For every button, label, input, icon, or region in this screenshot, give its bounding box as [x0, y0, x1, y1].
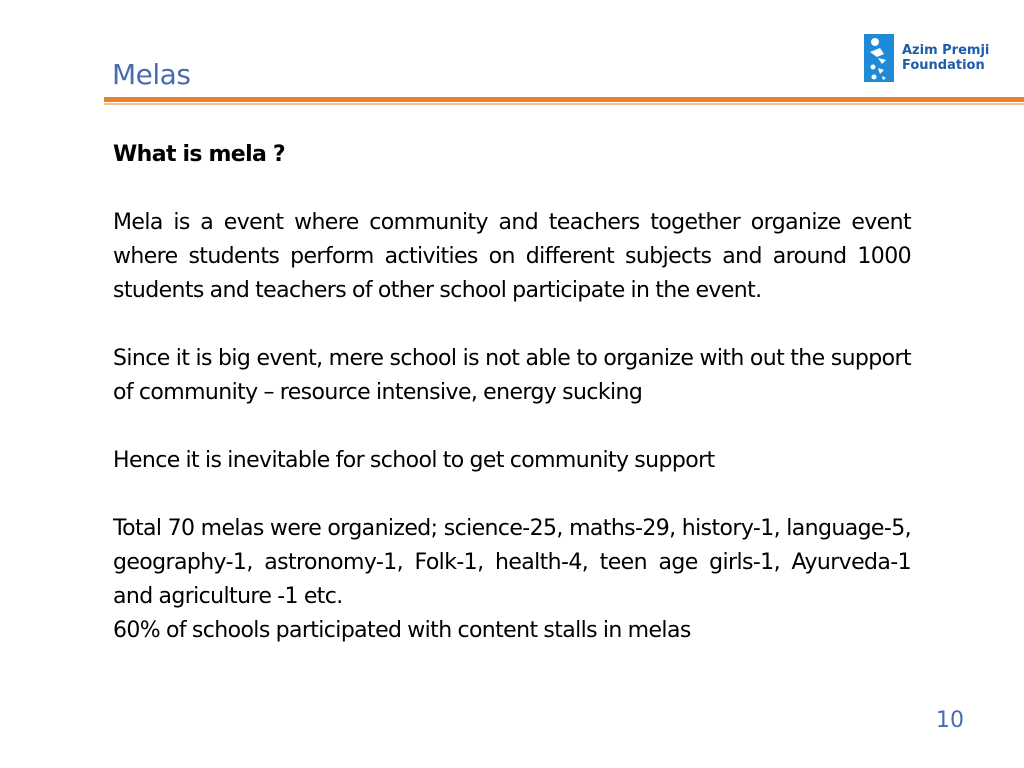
paragraph-participation: 60% of schools participated with content stalls in melas [113, 618, 691, 643]
title-divider-shadow [104, 103, 1024, 105]
paragraph-inevitable: Hence it is inevitable for school to get community support [113, 448, 715, 473]
paragraph-melas-total: Total 70 melas were organized; science-25, maths-29, history-1, language-5, geography-1, astronomy-1, Folk-1, health-4, teen age girls-1, Ayurveda-1 and agriculture -1 etc. [113, 516, 911, 609]
title-divider [104, 97, 1024, 102]
logo-line-1: Azim Premji [902, 43, 990, 58]
page-number: 10 [936, 708, 964, 733]
slide-title: Melas [112, 58, 191, 91]
slide-content [113, 138, 911, 648]
logo-text [902, 43, 989, 73]
paragraph-definition: Mela is a event where community and teachers together organize event where students perform activities on different subjects and around 1000 students and teachers of other school participate in the event. [113, 210, 911, 303]
logo [864, 34, 989, 82]
paragraph-community-support: Since it is big event, mere school is not able to organize with out the support of community – resource intensive, energy sucking [113, 346, 911, 405]
logo-line-2: Foundation [902, 58, 985, 73]
azim-premji-foundation-logo-icon [864, 34, 894, 82]
content-heading: What is mela ? [113, 142, 285, 167]
